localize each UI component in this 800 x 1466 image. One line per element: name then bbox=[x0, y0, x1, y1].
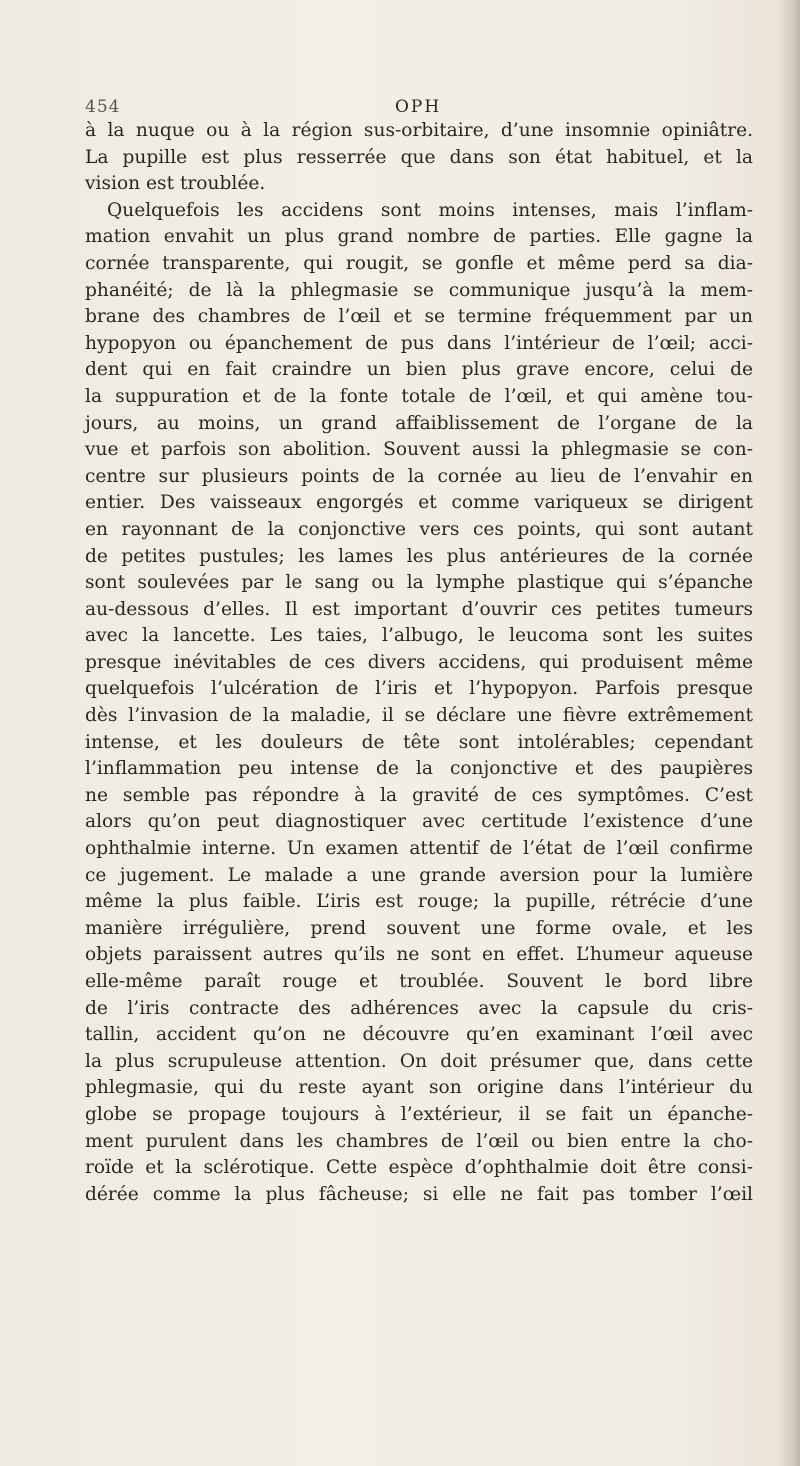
text-line: à la nuque ou à la région sus-orbitaire, d’une insomnie opiniâtre. bbox=[85, 120, 753, 141]
text-line: phanéité; de là la phlegmasie se communique jusqu’à la mem- bbox=[85, 279, 753, 301]
text-line: hypopyon ou épanchement de pus dans l’intérieur de l’œil; acci- bbox=[85, 332, 753, 354]
text-line: dérée comme la plus fâcheuse; si elle ne fait pas tomber l’œil bbox=[85, 1183, 753, 1205]
text-line: Quelquefois les accidens sont moins intenses, mais l’inflam- bbox=[107, 199, 753, 221]
text-line: l’inflammation peu intense de la conjonctive et des paupières bbox=[85, 758, 753, 780]
text-line: entier. Des vaisseaux engorgés et comme variqueux se dirigent bbox=[85, 492, 753, 514]
text-line: tallin, accident qu’on ne découvre qu’en examinant l’œil avec bbox=[85, 1024, 753, 1046]
text-line: objets paraissent autres qu’ils ne sont en effet. L’humeur aqueuse bbox=[85, 944, 753, 966]
text-line: vision est troublée. bbox=[85, 173, 266, 195]
text-line: globe se propage toujours à l’extérieur, il se fait un épanche- bbox=[85, 1103, 753, 1125]
text-line: cornée transparente, qui rougit, se gonfle et même perd sa dia- bbox=[85, 252, 753, 274]
text-line: intense, et les douleurs de tête sont intolérables; cependant bbox=[85, 731, 753, 753]
text-line: quelquefois l’ulcération de l’iris et l’hypopyon. Parfois presque bbox=[85, 678, 753, 700]
page-edge-shadow bbox=[778, 0, 800, 1466]
text-line: ne semble pas répondre à la gravité de ces symptômes. C’est bbox=[85, 784, 753, 806]
text-line: presque inévitables de ces divers accidens, qui produisent même bbox=[85, 651, 753, 673]
text-line: la plus scrupuleuse attention. On doit présumer que, dans cette bbox=[85, 1050, 753, 1072]
text-line: la suppuration et de la fonte totale de l’œil, et qui amène tou- bbox=[85, 385, 753, 407]
text-line: ce jugement. Le malade a une grande aversion pour la lumière bbox=[85, 864, 753, 886]
text-line: La pupille est plus resserrée que dans son état habituel, et la bbox=[85, 146, 753, 168]
text-line: mation envahit un plus grand nombre de parties. Elle gagne la bbox=[85, 226, 753, 248]
text-line: phlegmasie, qui du reste ayant son origine dans l’intérieur du bbox=[85, 1077, 753, 1099]
text-line: alors qu’on peut diagnostiquer avec certitude l’existence d’une bbox=[85, 811, 753, 833]
text-line: brane des chambres de l’œil et se termine fréquemment par un bbox=[85, 306, 753, 328]
text-line: avec la lancette. Les taies, l’albugo, le leucoma sont les suites bbox=[85, 625, 753, 647]
text-line: de l’iris contracte des adhérences avec la capsule du cris- bbox=[85, 997, 753, 1019]
text-line: en rayonnant de la conjonctive vers ces points, qui sont autant bbox=[85, 518, 753, 540]
text-line: même la plus faible. L’iris est rouge; la pupille, rétrécie d’une bbox=[85, 891, 753, 913]
running-title: OPH bbox=[395, 97, 442, 117]
text-line: ophthalmie interne. Un examen attentif de l’état de l’œil confirme bbox=[85, 838, 753, 860]
text-line: dès l’invasion de la maladie, il se déclare une fièvre extrêmement bbox=[85, 705, 753, 727]
text-line: vue et parfois son abolition. Souvent aussi la phlegmasie se con- bbox=[85, 439, 753, 461]
text-line: manière irrégulière, prend souvent une forme ovale, et les bbox=[85, 917, 753, 939]
page-number: 454 bbox=[85, 97, 121, 117]
text-line: de petites pustules; les lames les plus antérieures de la cornée bbox=[85, 545, 753, 567]
text-line: au-dessous d’elles. Il est important d’ouvrir ces petites tumeurs bbox=[85, 598, 753, 620]
text-line: roïde et la sclérotique. Cette espèce d’ophthalmie doit être consi- bbox=[85, 1157, 753, 1179]
text-line: dent qui en fait craindre un bien plus grave encore, celui de bbox=[85, 359, 753, 381]
text-line: ment purulent dans les chambres de l’œil ou bien entre la cho- bbox=[85, 1130, 753, 1152]
text-line: centre sur plusieurs points de la cornée au lieu de l’envahir en bbox=[85, 465, 753, 487]
running-head bbox=[85, 97, 745, 119]
text-line: jours, au moins, un grand affaiblissement de l’organe de la bbox=[85, 412, 753, 434]
body-text bbox=[85, 118, 753, 1208]
text-line: elle-même paraît rouge et troublée. Souvent le bord libre bbox=[85, 971, 753, 992]
text-line: sont soulevées par le sang ou la lymphe plastique qui s’épanche bbox=[85, 572, 753, 594]
